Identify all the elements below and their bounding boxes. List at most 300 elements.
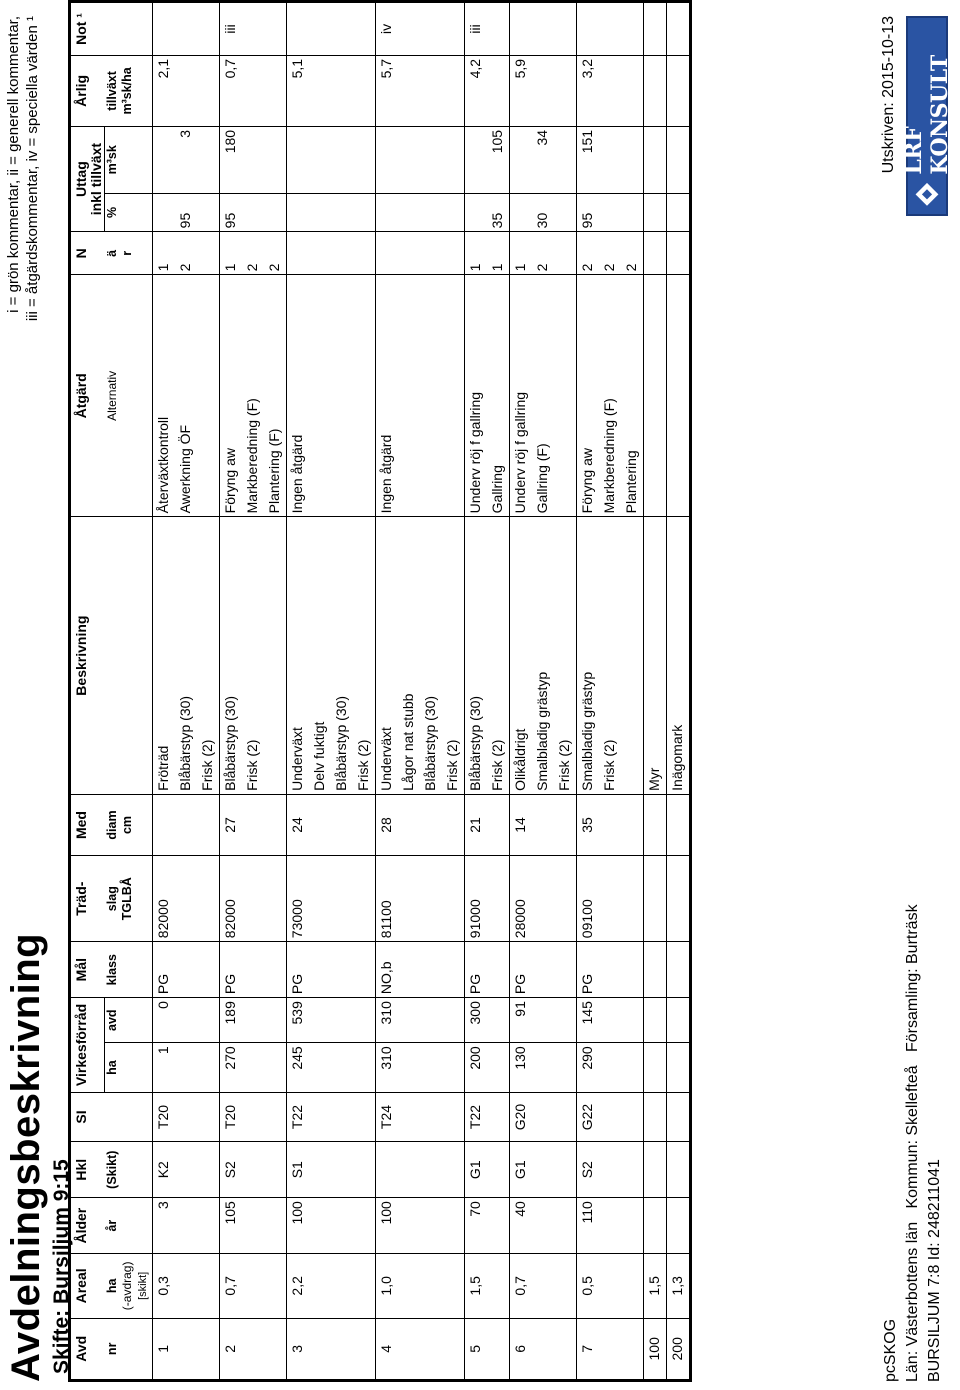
cell-not — [331, 2, 353, 56]
cell-nar: 2 — [242, 232, 264, 275]
cell-si — [197, 1092, 220, 1141]
page-title: Avdelningsbeskrivning — [4, 932, 48, 1382]
cell-vf-avd: 145 — [576, 998, 599, 1043]
cell-alder — [420, 1198, 442, 1254]
cell-tillvaxt — [175, 55, 197, 126]
cell-besk: Smalbladig grästyp — [532, 517, 554, 795]
header-uttag-pct: % — [105, 193, 153, 232]
cell-areal — [532, 1254, 554, 1319]
cell-pct: 95 — [576, 193, 599, 232]
cell-med — [175, 794, 197, 855]
header-tradslag: Träd- — [70, 856, 105, 942]
cell-not — [487, 2, 510, 56]
cell-med — [420, 794, 442, 855]
cell-si — [420, 1092, 442, 1141]
header-nar-sub: ä r — [105, 232, 153, 275]
footer-kommun: Kommun: Skellefteå — [904, 1065, 921, 1209]
cell-tradslag — [442, 856, 465, 942]
cell-nar: 2 — [532, 232, 554, 275]
table-row — [643, 2, 666, 1381]
cell-atgard: Föryng aw — [219, 275, 242, 517]
cell-mal — [666, 942, 690, 998]
cell-nar — [666, 232, 690, 275]
cell-hkl — [197, 1142, 220, 1198]
table-row-continuation — [599, 2, 621, 1381]
cell-hkl — [309, 1142, 331, 1198]
cell-med — [398, 794, 420, 855]
cell-med — [309, 794, 331, 855]
table-row — [464, 2, 487, 1381]
cell-alder — [643, 1198, 666, 1254]
cell-areal — [197, 1254, 220, 1319]
cell-vf-ha: 270 — [219, 1043, 242, 1092]
cell-mal — [175, 942, 197, 998]
comment-legend — [4, 16, 42, 321]
cell-alder — [175, 1198, 197, 1254]
cell-si — [309, 1092, 331, 1141]
cell-besk: Frisk (2) — [599, 517, 621, 795]
cell-hkl — [554, 1142, 577, 1198]
cell-besk: Myr — [643, 517, 666, 795]
header-tillvaxt-sub: tillväxt m³sk/ha — [105, 55, 153, 126]
cell-vf-avd — [197, 998, 220, 1043]
cell-tillvaxt — [242, 55, 264, 126]
cell-avd — [532, 1318, 554, 1380]
cell-si — [554, 1092, 577, 1141]
cell-si — [442, 1092, 465, 1141]
cell-si — [666, 1092, 690, 1141]
cell-vf-avd — [621, 998, 644, 1043]
cell-tradslag — [487, 856, 510, 942]
cell-hkl — [175, 1142, 197, 1198]
cell-vf-avd — [175, 998, 197, 1043]
cell-pct — [197, 193, 220, 232]
cell-besk: Frisk (2) — [242, 517, 264, 795]
cell-m3 — [331, 126, 353, 193]
cell-besk: Underväxt — [375, 517, 398, 795]
cell-mal — [599, 942, 621, 998]
cell-vf-avd: 91 — [509, 998, 532, 1043]
cell-alder — [353, 1198, 376, 1254]
cell-si — [353, 1092, 376, 1141]
header-avd: Avd — [70, 1318, 105, 1380]
cell-mal — [643, 942, 666, 998]
cell-not — [242, 2, 264, 56]
table-row-continuation — [442, 2, 465, 1381]
cell-vf-ha — [532, 1043, 554, 1092]
cell-nar — [554, 232, 577, 275]
cell-avd: 7 — [576, 1318, 599, 1380]
legend-line-2: iii = åtgärdskommentar, iv = speciella värden ¹ — [24, 16, 41, 322]
cell-not — [152, 2, 175, 56]
cell-alder — [554, 1198, 577, 1254]
cell-areal — [442, 1254, 465, 1319]
cell-si — [487, 1092, 510, 1141]
cell-hkl — [621, 1142, 644, 1198]
cell-m3 — [442, 126, 465, 193]
cell-tradslag — [532, 856, 554, 942]
cell-areal — [398, 1254, 420, 1319]
cell-atgard: Markberedning (F) — [599, 275, 621, 517]
cell-atgard — [309, 275, 331, 517]
cell-nar: 1 — [487, 232, 510, 275]
cell-avd — [309, 1318, 331, 1380]
cell-areal — [309, 1254, 331, 1319]
cell-alder — [621, 1198, 644, 1254]
cell-tillvaxt — [331, 55, 353, 126]
cell-mal — [197, 942, 220, 998]
cell-mal — [621, 942, 644, 998]
cell-vf-avd — [420, 998, 442, 1043]
header-atgard-sub: Alternativ — [105, 275, 153, 517]
cell-avd: 1 — [152, 1318, 175, 1380]
cell-not: iv — [375, 2, 398, 56]
cell-m3 — [398, 126, 420, 193]
table-row-continuation — [353, 2, 376, 1381]
cell-m3 — [464, 126, 487, 193]
cell-vf-avd — [666, 998, 690, 1043]
table-row-continuation — [331, 2, 353, 1381]
cell-vf-ha: 130 — [509, 1043, 532, 1092]
footer-fastighet: BURSILJUM 7:8 Id: 248211041 — [926, 1159, 943, 1382]
cell-m3: 180 — [219, 126, 242, 193]
stand-table — [68, 0, 692, 1382]
cell-tradslag: 28000 — [509, 856, 532, 942]
cell-m3 — [420, 126, 442, 193]
table-row-continuation — [398, 2, 420, 1381]
cell-pct: 30 — [532, 193, 554, 232]
cell-mal — [309, 942, 331, 998]
cell-vf-ha — [398, 1043, 420, 1092]
table-row-continuation — [554, 2, 577, 1381]
cell-pct — [309, 193, 331, 232]
cell-hkl — [442, 1142, 465, 1198]
cell-m3 — [197, 126, 220, 193]
cell-si — [398, 1092, 420, 1141]
cell-vf-ha — [487, 1043, 510, 1092]
cell-atgard — [666, 275, 690, 517]
cell-m3 — [242, 126, 264, 193]
table-row-continuation — [487, 2, 510, 1381]
cell-tradslag — [420, 856, 442, 942]
cell-med — [532, 794, 554, 855]
cell-avd — [331, 1318, 353, 1380]
cell-areal: 0,3 — [152, 1254, 175, 1319]
cell-mal — [554, 942, 577, 998]
cell-alder — [197, 1198, 220, 1254]
cell-alder — [599, 1198, 621, 1254]
page-subtitle: Skifte: Bursiljum 9:15 — [50, 1159, 73, 1374]
cell-hkl — [420, 1142, 442, 1198]
cell-atgard: Föryng aw — [576, 275, 599, 517]
cell-avd — [175, 1318, 197, 1380]
table-row-continuation — [420, 2, 442, 1381]
footer-lan: Län: Västerbottens län — [904, 1221, 921, 1382]
cell-pct: 35 — [487, 193, 510, 232]
header-not: Not ¹ — [70, 2, 105, 56]
cell-pct — [353, 193, 376, 232]
cell-med: 24 — [286, 794, 309, 855]
cell-vf-ha — [242, 1043, 264, 1092]
cell-nar — [197, 232, 220, 275]
cell-m3 — [509, 126, 532, 193]
cell-hkl — [398, 1142, 420, 1198]
cell-tillvaxt — [621, 55, 644, 126]
table-row-continuation — [197, 2, 220, 1381]
legend-line-1: i = grön kommentar, ii = generell kommentar, — [5, 16, 22, 313]
cell-not — [286, 2, 309, 56]
cell-pct: 95 — [175, 193, 197, 232]
cell-hkl: G1 — [464, 1142, 487, 1198]
cell-areal — [487, 1254, 510, 1319]
cell-areal — [353, 1254, 376, 1319]
cell-m3 — [286, 126, 309, 193]
cell-vf-avd: 300 — [464, 998, 487, 1043]
cell-tillvaxt — [309, 55, 331, 126]
cell-areal — [242, 1254, 264, 1319]
cell-not — [666, 2, 690, 56]
cell-vf-avd — [242, 998, 264, 1043]
cell-m3 — [353, 126, 376, 193]
cell-vf-avd — [353, 998, 376, 1043]
cell-tradslag: 09100 — [576, 856, 599, 942]
cell-not — [353, 2, 376, 56]
cell-pct — [554, 193, 577, 232]
cell-not — [532, 2, 554, 56]
cell-pct — [509, 193, 532, 232]
cell-si — [242, 1092, 264, 1141]
cell-pct — [643, 193, 666, 232]
cell-si: T20 — [152, 1092, 175, 1141]
cell-vf-avd: 0 — [152, 998, 175, 1043]
cell-tillvaxt: 0,7 — [219, 55, 242, 126]
cell-m3 — [666, 126, 690, 193]
header-virkesforrad: Virkesförråd — [70, 998, 105, 1093]
header-tillvaxt: Årlig — [70, 55, 105, 126]
cell-alder: 105 — [219, 1198, 242, 1254]
header-alder: Ålder — [70, 1198, 105, 1254]
cell-tradslag — [197, 856, 220, 942]
cell-si: T22 — [464, 1092, 487, 1141]
cell-vf-ha — [175, 1043, 197, 1092]
cell-besk: Blåbärstyp (30) — [175, 517, 197, 795]
cell-avd: 5 — [464, 1318, 487, 1380]
cell-m3: 151 — [576, 126, 599, 193]
table-row-continuation — [175, 2, 197, 1381]
cell-vf-ha — [666, 1043, 690, 1092]
cell-nar — [643, 232, 666, 275]
cell-med — [666, 794, 690, 855]
cell-atgard: Markberedning (F) — [242, 275, 264, 517]
cell-besk: Olikåldrigt — [509, 517, 532, 795]
cell-tillvaxt — [599, 55, 621, 126]
cell-not — [643, 2, 666, 56]
cell-avd — [442, 1318, 465, 1380]
cell-not: iii — [219, 2, 242, 56]
cell-vf-ha — [353, 1043, 376, 1092]
cell-tillvaxt: 4,2 — [464, 55, 487, 126]
cell-vf-ha — [420, 1043, 442, 1092]
cell-not — [576, 2, 599, 56]
cell-m3 — [599, 126, 621, 193]
cell-not — [599, 2, 621, 56]
cell-besk: Frisk (2) — [353, 517, 376, 795]
cell-pct — [286, 193, 309, 232]
cell-areal — [599, 1254, 621, 1319]
table-row-continuation — [532, 2, 554, 1381]
cell-tradslag — [264, 856, 287, 942]
cell-tradslag — [309, 856, 331, 942]
cell-si — [175, 1092, 197, 1141]
cell-avd — [621, 1318, 644, 1380]
cell-avd — [554, 1318, 577, 1380]
cell-alder — [442, 1198, 465, 1254]
diamond-logo-icon — [914, 183, 940, 206]
cell-nar — [420, 232, 442, 275]
cell-nar — [309, 232, 331, 275]
cell-med — [442, 794, 465, 855]
cell-pct — [152, 193, 175, 232]
cell-besk: Fröträd — [152, 517, 175, 795]
cell-vf-ha — [309, 1043, 331, 1092]
cell-areal: 0,7 — [509, 1254, 532, 1319]
cell-med — [197, 794, 220, 855]
table-row — [576, 2, 599, 1381]
cell-tillvaxt — [442, 55, 465, 126]
cell-vf-ha — [331, 1043, 353, 1092]
cell-alder — [264, 1198, 287, 1254]
cell-alder: 70 — [464, 1198, 487, 1254]
cell-areal: 1,5 — [464, 1254, 487, 1319]
cell-nar: 1 — [219, 232, 242, 275]
cell-atgard — [398, 275, 420, 517]
cell-pct — [464, 193, 487, 232]
logo-text: LRF KONSULT — [901, 55, 953, 175]
cell-hkl — [331, 1142, 353, 1198]
cell-tillvaxt: 5,1 — [286, 55, 309, 126]
cell-not — [509, 2, 532, 56]
cell-pct — [375, 193, 398, 232]
cell-alder — [666, 1198, 690, 1254]
cell-mal: PG — [509, 942, 532, 998]
cell-mal — [532, 942, 554, 998]
footer-forsamling: Församling: Burträsk — [904, 904, 921, 1053]
cell-avd: 4 — [375, 1318, 398, 1380]
cell-vf-avd — [398, 998, 420, 1043]
cell-avd — [197, 1318, 220, 1380]
cell-mal: PG — [576, 942, 599, 998]
cell-alder — [309, 1198, 331, 1254]
cell-hkl — [599, 1142, 621, 1198]
cell-besk — [264, 517, 287, 795]
cell-nar: 1 — [152, 232, 175, 275]
cell-atgard: Underv röj f gallring — [509, 275, 532, 517]
cell-besk: Inägomark — [666, 517, 690, 795]
cell-hkl — [264, 1142, 287, 1198]
header-vf-avd: avd — [105, 998, 153, 1043]
cell-hkl: G1 — [509, 1142, 532, 1198]
cell-areal — [621, 1254, 644, 1319]
cell-vf-avd — [532, 998, 554, 1043]
cell-pct — [398, 193, 420, 232]
cell-besk: Frisk (2) — [554, 517, 577, 795]
stand-table-body — [152, 2, 690, 1381]
cell-nar — [398, 232, 420, 275]
cell-tradslag — [643, 856, 666, 942]
cell-med: 35 — [576, 794, 599, 855]
cell-med: 27 — [219, 794, 242, 855]
cell-m3 — [643, 126, 666, 193]
cell-vf-avd — [643, 998, 666, 1043]
cell-med — [242, 794, 264, 855]
cell-med — [487, 794, 510, 855]
cell-tillvaxt — [197, 55, 220, 126]
cell-areal — [264, 1254, 287, 1319]
cell-avd: 2 — [219, 1318, 242, 1380]
footer-location — [902, 904, 924, 1382]
cell-vf-ha — [264, 1043, 287, 1092]
cell-atgard — [331, 275, 353, 517]
cell-mal — [353, 942, 376, 998]
cell-si: G20 — [509, 1092, 532, 1141]
cell-tradslag — [599, 856, 621, 942]
cell-tillvaxt: 5,9 — [509, 55, 532, 126]
cell-nar: 2 — [264, 232, 287, 275]
cell-areal: 2,2 — [286, 1254, 309, 1319]
cell-pct — [264, 193, 287, 232]
cell-si — [621, 1092, 644, 1141]
table-row — [666, 2, 690, 1381]
cell-vf-avd — [554, 998, 577, 1043]
cell-tradslag — [242, 856, 264, 942]
cell-areal — [331, 1254, 353, 1319]
cell-vf-avd — [331, 998, 353, 1043]
cell-areal: 0,7 — [219, 1254, 242, 1319]
cell-besk: Frisk (2) — [487, 517, 510, 795]
cell-tillvaxt — [353, 55, 376, 126]
cell-besk: Smalbladig grästyp — [576, 517, 599, 795]
header-alder-sub: år — [105, 1198, 153, 1254]
cell-atgard: Plantering (F) — [264, 275, 287, 517]
footer-printed-date: Utskriven: 2015-10-13 — [880, 16, 897, 174]
header-mal: Mål — [70, 942, 105, 998]
table-row-continuation — [242, 2, 264, 1381]
cell-alder: 40 — [509, 1198, 532, 1254]
cell-pct — [621, 193, 644, 232]
header-si: SI — [70, 1092, 105, 1141]
cell-nar: 1 — [509, 232, 532, 275]
cell-hkl — [532, 1142, 554, 1198]
cell-tillvaxt — [420, 55, 442, 126]
lrf-konsult-logo — [901, 16, 953, 216]
header-atgard: Åtgärd — [70, 275, 105, 517]
cell-m3 — [264, 126, 287, 193]
cell-med — [353, 794, 376, 855]
cell-med — [621, 794, 644, 855]
header-tradslag-sub: slag TGLBÅ — [105, 856, 153, 942]
cell-besk: Frisk (2) — [197, 517, 220, 795]
cell-si — [331, 1092, 353, 1141]
cell-med: 28 — [375, 794, 398, 855]
cell-tillvaxt — [643, 55, 666, 126]
cell-mal — [264, 942, 287, 998]
cell-nar: 1 — [464, 232, 487, 275]
cell-m3 — [309, 126, 331, 193]
cell-tradslag: 82000 — [219, 856, 242, 942]
cell-areal — [554, 1254, 577, 1319]
cell-nar — [286, 232, 309, 275]
cell-areal: 0,5 — [576, 1254, 599, 1319]
